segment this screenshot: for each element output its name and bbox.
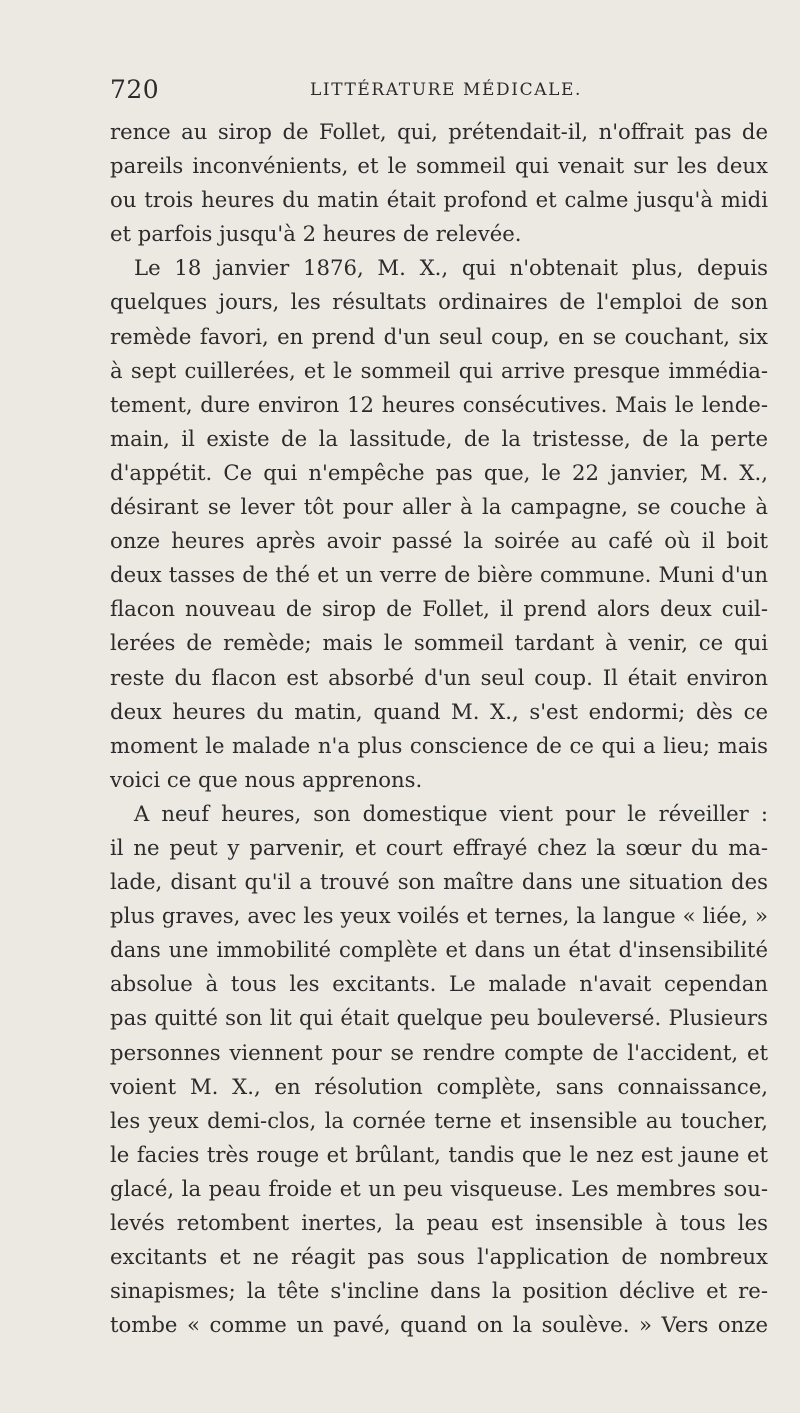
text-line: quelques jours, les résultats ordinaires de l'emploi de son <box>110 289 768 315</box>
text-line: lade, disant qu'il a trouvé son maître dans une situation des <box>110 869 768 895</box>
text-line: rence au sirop de Follet, qui, prétendait-il, n'offrait pas de <box>110 119 768 144</box>
text-line: les yeux demi-clos, la cornée terne et insensible au toucher, <box>110 1107 768 1133</box>
text-line: levés retombent inertes, la peau est insensible à tous les <box>110 1210 768 1235</box>
text-line: tement, dure environ 12 heures consécutives. Mais le lende- <box>110 391 768 417</box>
text-line: excitants et ne réagit pas sous l'application de nombreux <box>110 1244 768 1270</box>
text-line: plus graves, avec les yeux voilés et ternes, la langue « liée, » <box>110 903 768 929</box>
text-line: dans une immobilité complète et dans un état d'insensibilité <box>110 937 768 963</box>
text-line: personnes viennent pour se rendre compte de l'accident, et <box>110 1039 768 1065</box>
text-line: Le 18 janvier 1876, M. X., qui n'obtenait plus, depuis <box>134 255 768 281</box>
text-line: à sept cuillerées, et le sommeil qui arrive presque immédia- <box>110 357 768 383</box>
text-line: voici ce que nous apprenons. <box>110 766 423 792</box>
body-text <box>110 115 768 1342</box>
text-line: lerées de remède; mais le sommeil tardant à venir, ce qui <box>110 630 768 656</box>
text-line: d'appétit. Ce qui n'empêche pas que, le 22 janvier, M. X., <box>110 459 768 485</box>
text-line: le facies très rouge et brûlant, tandis que le nez est jaune et <box>110 1141 768 1167</box>
paragraph <box>110 797 768 1343</box>
text-line: voient M. X., en résolution complète, sans connaissance, <box>110 1073 768 1099</box>
text-line: pas quitté son lit qui était quelque peu bouleversé. Plusieurs <box>110 1005 768 1031</box>
running-title: LITTÉRATURE MÉDICALE. <box>310 80 582 100</box>
paragraph <box>110 251 768 797</box>
text-line: il ne peut y parvenir, et court effrayé chez la sœur du ma- <box>110 834 768 860</box>
text-line: onze heures après avoir passé la soirée au café où il boit <box>110 528 768 554</box>
page-number: 720 <box>110 75 160 104</box>
text-line: flacon nouveau de sirop de Follet, il prend alors deux cuil- <box>110 596 768 622</box>
text-line: deux heures du matin, quand M. X., s'est endormi; dès ce <box>110 698 768 724</box>
text-line: moment le malade n'a plus conscience de ce qui a lieu; mais <box>110 732 768 758</box>
text-line: glacé, la peau froide et un peu visqueuse. Les membres sou- <box>110 1175 768 1201</box>
text-line: main, il existe de la lassitude, de la tristesse, de la perte <box>110 425 768 451</box>
paragraph <box>110 115 768 251</box>
text-line: deux tasses de thé et un verre de bière commune. Muni d'un <box>110 562 768 588</box>
text-line: ou trois heures du matin était profond et calme jusqu'à midi <box>110 187 768 213</box>
text-line: absolue à tous les excitants. Le malade n'avait cependan <box>110 971 768 997</box>
text-line: pareils inconvénients, et le sommeil qui venait sur les deux <box>110 153 768 179</box>
text-line: reste du flacon est absorbé d'un seul coup. Il était environ <box>110 664 768 690</box>
text-line: A neuf heures, son domestique vient pour le réveiller : <box>134 800 768 826</box>
text-line: et parfois jusqu'à 2 heures de relevée. <box>110 221 522 247</box>
text-line: tombe « comme un pavé, quand on la soulève. » Vers onze <box>110 1312 768 1338</box>
text-line: désirant se lever tôt pour aller à la campagne, se couche à <box>110 494 768 520</box>
text-line: sinapismes; la tête s'incline dans la position déclive et re- <box>110 1278 768 1304</box>
text-line: remède favori, en prend d'un seul coup, en se couchant, six <box>110 323 768 349</box>
running-head <box>110 75 760 109</box>
